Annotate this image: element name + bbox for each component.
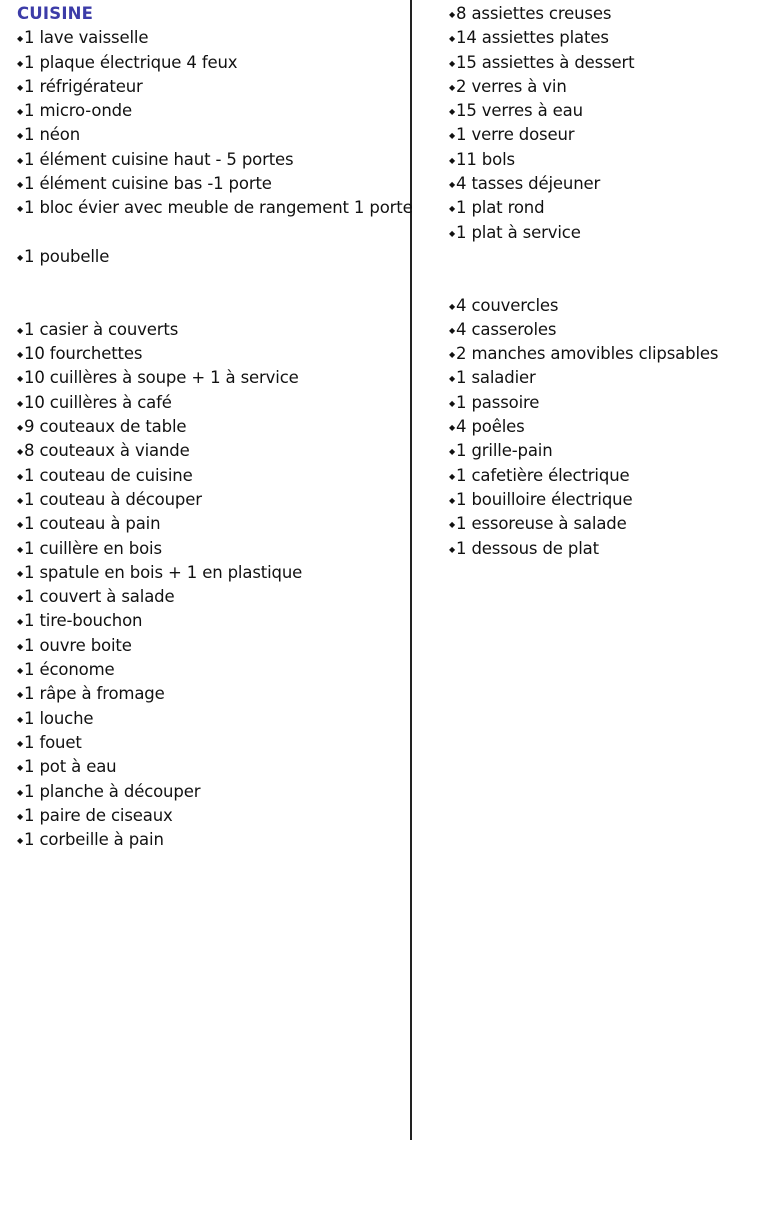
list-item-text: 2 verres à vin — [456, 76, 567, 96]
list-item-text: 4 casseroles — [456, 319, 557, 339]
diamond-bullet-icon: ◆ — [17, 811, 24, 821]
list-item — [17, 26, 407, 50]
list-item-text: 1 spatule en bois + 1 en plastique — [24, 562, 303, 582]
list-item-text: 2 manches amovibles clipsables — [456, 344, 719, 364]
diamond-bullet-icon: ◆ — [449, 228, 456, 238]
list-item-text: 1 râpe à fromage — [24, 684, 165, 704]
diamond-bullet-icon: ◆ — [17, 131, 24, 141]
diamond-bullet-icon: ◆ — [449, 301, 456, 311]
list-item-text: 1 plat à service — [456, 222, 581, 242]
list-item-text: 1 plat rond — [456, 198, 545, 218]
list-item — [17, 731, 407, 755]
diamond-bullet-icon: ◆ — [17, 398, 24, 408]
list-item — [17, 464, 407, 488]
spacer — [17, 269, 407, 318]
diamond-bullet-icon: ◆ — [17, 34, 24, 44]
list-item — [449, 464, 764, 488]
diamond-bullet-icon: ◆ — [449, 107, 456, 117]
diamond-bullet-icon: ◆ — [17, 58, 24, 68]
list-item — [449, 294, 764, 318]
spacer — [17, 221, 407, 245]
diamond-bullet-icon: ◆ — [17, 617, 24, 627]
diamond-bullet-icon: ◆ — [17, 82, 24, 92]
list-item-text: 1 louche — [24, 708, 94, 728]
list-item-text: 1 planche à découper — [24, 781, 201, 801]
list-item-text: 1 couteau à pain — [24, 514, 161, 534]
list-item — [17, 585, 407, 609]
list-item-text: 1 cafetière électrique — [456, 465, 630, 485]
diamond-bullet-icon: ◆ — [17, 471, 24, 481]
section-title: CUISINE — [17, 4, 94, 23]
diamond-bullet-icon: ◆ — [17, 155, 24, 165]
list-item — [17, 707, 407, 731]
diamond-bullet-icon: ◆ — [449, 325, 456, 335]
list-item-text: 9 couteaux de table — [24, 417, 187, 437]
list-item-text: 1 passoire — [456, 392, 540, 412]
list-item-text: 1 élément cuisine bas -1 porte — [24, 174, 272, 194]
list-item — [449, 415, 764, 439]
list-item — [17, 172, 407, 196]
diamond-bullet-icon: ◆ — [17, 495, 24, 505]
list-item-text: 1 fouet — [24, 732, 82, 752]
list-item — [17, 658, 407, 682]
list-item-text: 4 tasses déjeuner — [456, 174, 601, 194]
diamond-bullet-icon: ◆ — [17, 641, 24, 651]
list-item — [449, 512, 764, 536]
list-item — [17, 488, 407, 512]
list-item-text: 1 micro-onde — [24, 101, 132, 121]
list-item-text: 8 couteaux à viande — [24, 441, 190, 461]
list-item — [17, 609, 407, 633]
column-divider — [410, 0, 412, 1140]
list-item — [17, 123, 407, 147]
list-item — [17, 682, 407, 706]
list-item-text: 1 cuillère en bois — [24, 538, 162, 558]
list-item — [17, 245, 407, 269]
list-item-text: 1 tire-bouchon — [24, 611, 143, 631]
diamond-bullet-icon: ◆ — [449, 34, 456, 44]
list-item — [17, 342, 407, 366]
list-item — [449, 439, 764, 463]
list-item — [449, 51, 764, 75]
list-item-text: 1 grille-pain — [456, 441, 553, 461]
list-item-text: 1 économe — [24, 660, 115, 680]
diamond-bullet-icon: ◆ — [449, 423, 456, 433]
list-item — [449, 148, 764, 172]
list-item — [17, 780, 407, 804]
list-item-text: 8 assiettes creuses — [456, 4, 612, 23]
list-item-text: 14 assiettes plates — [456, 28, 609, 48]
list-item-text: 1 plaque électrique 4 feux — [24, 52, 238, 72]
list-item — [449, 318, 764, 342]
diamond-bullet-icon: ◆ — [17, 763, 24, 773]
list-item-text: 15 verres à eau — [456, 101, 583, 121]
diamond-bullet-icon: ◆ — [449, 350, 456, 360]
diamond-bullet-icon: ◆ — [449, 58, 456, 68]
list-item-text: 1 bouilloire électrique — [456, 489, 633, 509]
list-item — [17, 828, 407, 852]
diamond-bullet-icon: ◆ — [17, 447, 24, 457]
diamond-bullet-icon: ◆ — [17, 738, 24, 748]
list-item-text: 1 verre doseur — [456, 125, 575, 145]
list-item — [449, 537, 764, 561]
list-item — [449, 2, 764, 26]
list-item-text: 1 réfrigérateur — [24, 76, 143, 96]
diamond-bullet-icon: ◆ — [449, 374, 456, 384]
list-item — [449, 99, 764, 123]
list-item — [17, 415, 407, 439]
tableware-list — [449, 2, 764, 245]
list-item — [449, 391, 764, 415]
diamond-bullet-icon: ◆ — [449, 471, 456, 481]
diamond-bullet-icon: ◆ — [17, 374, 24, 384]
utensil-list — [17, 318, 407, 853]
list-item — [17, 51, 407, 75]
list-item — [17, 75, 407, 99]
list-item — [449, 26, 764, 50]
list-item-text: 1 néon — [24, 125, 81, 145]
list-item-text: 10 cuillères à soupe + 1 à service — [24, 368, 299, 388]
list-item-text: 1 lave vaisselle — [24, 28, 149, 48]
list-item-text: 1 couteau de cuisine — [24, 465, 193, 485]
list-item — [17, 366, 407, 390]
list-item — [17, 318, 407, 342]
list-item — [17, 634, 407, 658]
diamond-bullet-icon: ◆ — [17, 568, 24, 578]
diamond-bullet-icon: ◆ — [449, 82, 456, 92]
diamond-bullet-icon: ◆ — [17, 690, 24, 700]
diamond-bullet-icon: ◆ — [17, 593, 24, 603]
list-item-text: 1 paire de ciseaux — [24, 805, 173, 825]
list-item — [17, 148, 407, 172]
list-item-text: 1 pot à eau — [24, 757, 117, 777]
diamond-bullet-icon: ◆ — [449, 131, 456, 141]
diamond-bullet-icon: ◆ — [449, 520, 456, 530]
diamond-bullet-icon: ◆ — [449, 544, 456, 554]
diamond-bullet-icon: ◆ — [17, 544, 24, 554]
list-item — [17, 439, 407, 463]
list-item — [17, 391, 407, 415]
list-item-text: 1 élément cuisine haut - 5 portes — [24, 149, 294, 169]
diamond-bullet-icon: ◆ — [17, 836, 24, 846]
diamond-bullet-icon: ◆ — [17, 520, 24, 530]
right-column — [449, 2, 764, 561]
list-item — [449, 221, 764, 245]
list-item — [449, 123, 764, 147]
list-item-text: 1 casier à couverts — [24, 319, 179, 339]
list-item — [449, 342, 764, 366]
list-item-text: 1 bloc évier avec meuble de rangement 1 porte — [24, 198, 413, 218]
list-item — [449, 172, 764, 196]
list-item-text: 4 couvercles — [456, 295, 559, 315]
diamond-bullet-icon: ◆ — [17, 252, 24, 262]
diamond-bullet-icon: ◆ — [17, 107, 24, 117]
list-item — [449, 488, 764, 512]
diamond-bullet-icon: ◆ — [449, 10, 456, 19]
list-item-text: 1 poubelle — [24, 246, 110, 266]
diamond-bullet-icon: ◆ — [17, 180, 24, 190]
diamond-bullet-icon: ◆ — [449, 155, 456, 165]
diamond-bullet-icon: ◆ — [17, 714, 24, 724]
list-item — [17, 196, 413, 220]
diamond-bullet-icon: ◆ — [17, 204, 24, 214]
list-item — [17, 561, 407, 585]
diamond-bullet-icon: ◆ — [17, 787, 24, 797]
list-item-text: 1 corbeille à pain — [24, 830, 164, 850]
list-item-text: 10 fourchettes — [24, 344, 143, 364]
diamond-bullet-icon: ◆ — [17, 423, 24, 433]
list-item-text: 10 cuillères à café — [24, 392, 172, 412]
bin-list — [17, 245, 407, 269]
list-item-text: 4 poêles — [456, 417, 525, 437]
list-item — [449, 196, 764, 220]
list-item-text: 1 dessous de plat — [456, 538, 599, 558]
list-item-text: 1 couteau à découper — [24, 489, 202, 509]
list-item-text: 1 couvert à salade — [24, 587, 175, 607]
list-item — [449, 75, 764, 99]
diamond-bullet-icon: ◆ — [449, 495, 456, 505]
list-item-text: 1 ouvre boite — [24, 635, 132, 655]
diamond-bullet-icon: ◆ — [449, 447, 456, 457]
diamond-bullet-icon: ◆ — [17, 666, 24, 676]
list-item-text: 15 assiettes à dessert — [456, 52, 635, 72]
list-item — [17, 537, 407, 561]
left-column — [17, 2, 413, 852]
diamond-bullet-icon: ◆ — [449, 204, 456, 214]
diamond-bullet-icon: ◆ — [449, 398, 456, 408]
diamond-bullet-icon: ◆ — [17, 350, 24, 360]
diamond-bullet-icon: ◆ — [17, 325, 24, 335]
list-item — [17, 99, 407, 123]
list-item-text: 1 essoreuse à salade — [456, 514, 627, 534]
spacer — [449, 245, 764, 294]
list-item — [17, 804, 407, 828]
list-item — [17, 755, 407, 779]
list-item — [17, 512, 407, 536]
appliance-list — [17, 26, 413, 220]
diamond-bullet-icon: ◆ — [449, 180, 456, 190]
list-item — [449, 366, 764, 390]
list-item-text: 11 bols — [456, 149, 515, 169]
cookware-list — [449, 294, 764, 561]
list-item-text: 1 saladier — [456, 368, 536, 388]
